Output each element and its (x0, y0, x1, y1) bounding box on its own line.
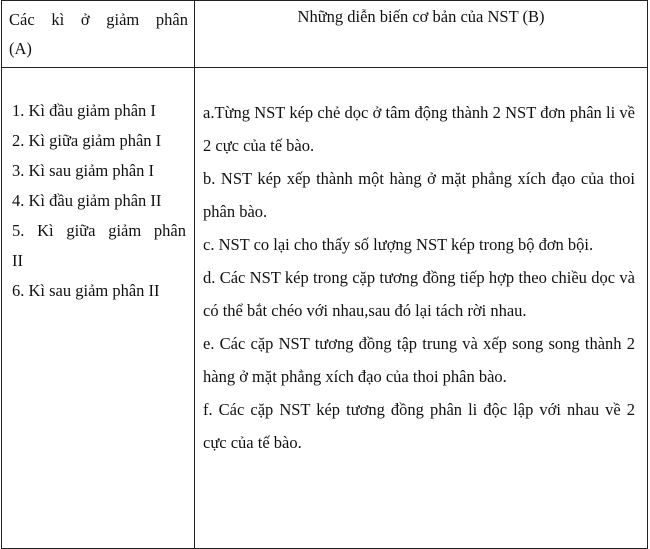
matching-table (1, 0, 648, 549)
header-col-a-line1: Các kì ở giảm phân (9, 10, 188, 29)
event-item-b: b. NST kép xếp thành một hàng ở mặt phẳng xích đạo của thoi phân bào. (203, 169, 635, 221)
col-b-list (195, 68, 648, 549)
event-item-a: a.Từng NST kép chẻ dọc ở tâm động thành 2 NST đơn phân li về 2 cực của tế bào. (203, 103, 635, 155)
header-col-a (2, 1, 195, 68)
stage-item-4: 4. Kì đầu giảm phân II (12, 191, 162, 210)
stage-item-6: 6. Kì sau giảm phân II (12, 281, 160, 300)
event-item-c: c. NST co lại cho thấy số lượng NST kép trong bộ đơn bội. (203, 235, 594, 254)
stage-item-3: 3. Kì sau giảm phân I (12, 161, 155, 180)
event-item-d: d. Các NST kép trong cặp tương đồng tiếp hợp theo chiều dọc và có thể bắt chéo với nhau,sau đó lại tách rời nhau. (203, 268, 635, 320)
col-a-list (2, 68, 195, 549)
stage-item-2: 2. Kì giữa giảm phân I (12, 131, 162, 150)
body-row (2, 68, 648, 549)
header-row (2, 1, 648, 68)
header-col-b: Những diễn biến cơ bản của NST (B) (195, 1, 648, 68)
stage-item-5-line2: II (12, 251, 23, 270)
header-col-a-line2: (A) (9, 39, 32, 58)
event-item-e: e. Các cặp NST tương đồng tập trung và xếp song song thành 2 hàng ở mặt phẳng xích đạo của thoi phân bào. (203, 334, 635, 386)
stage-item-1: 1. Kì đầu giảm phân I (12, 101, 156, 120)
stage-item-5-line1: 5. Kì giữa giảm phân (12, 221, 186, 240)
stage-item-5 (12, 216, 186, 276)
event-item-f: f. Các cặp NST kép tương đồng phân li độc lập với nhau về 2 cực của tế bào. (203, 400, 635, 452)
